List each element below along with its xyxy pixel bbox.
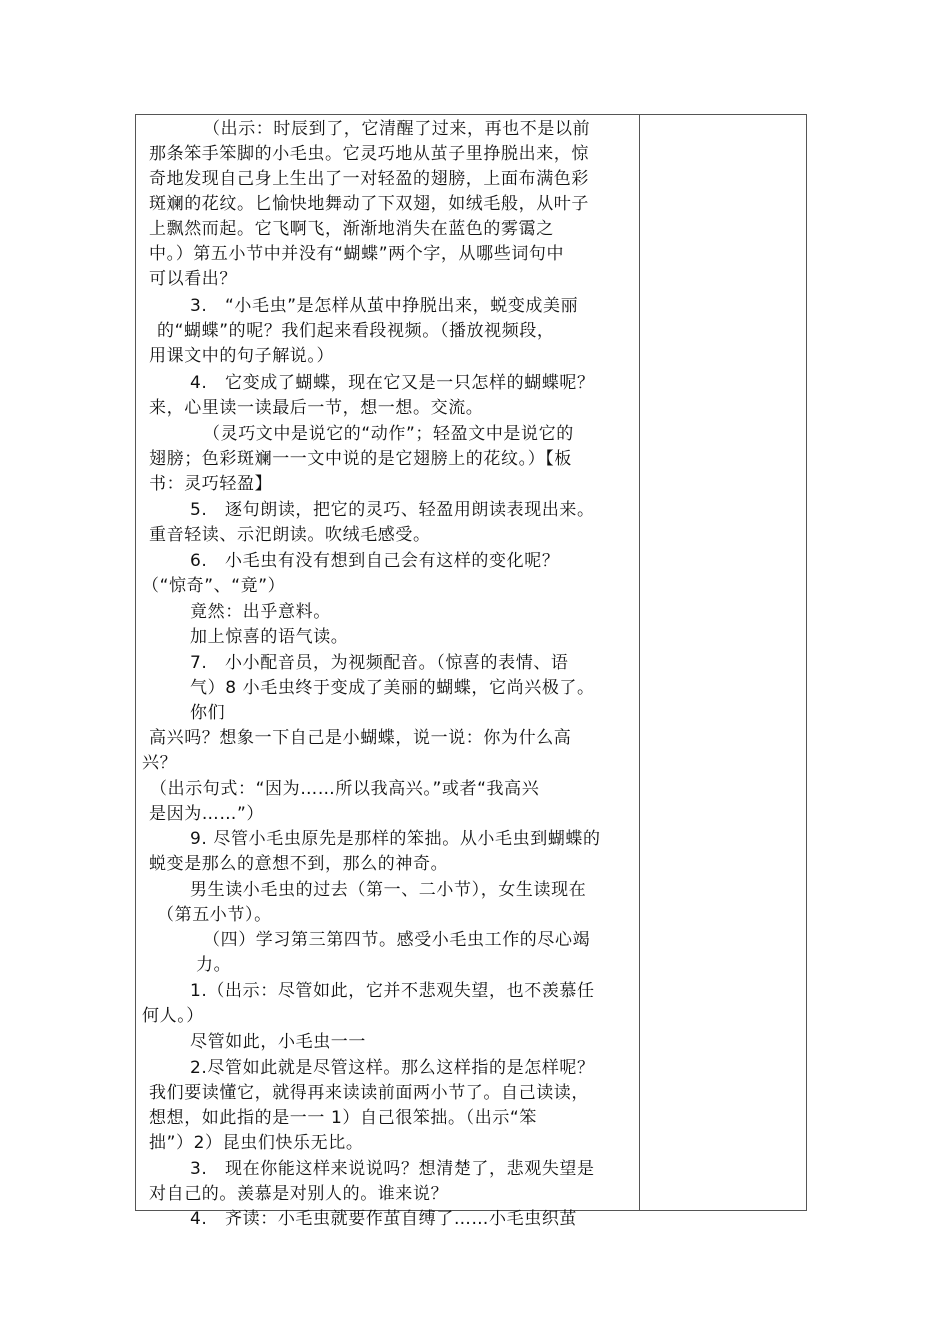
text-line: 中。）第五小节中并没有“蝴蝶”两个字，从哪些词句中 <box>149 244 565 264</box>
text-line: （出示：时辰到了，它清醒了过来，再也不是以前 <box>203 119 591 139</box>
text-line: 斑斓的花纹。匕愉快地舞动了下双翅，如绒毛般，从叶子 <box>149 194 589 214</box>
text-line: 3. 现在你能这样来说说吗？想清楚了，悲观失望是 <box>190 1159 595 1179</box>
text-line: 加上惊喜的语气读。 <box>190 627 349 647</box>
text-line: （第五小节）。 <box>157 905 272 925</box>
text-line: 竟然：出乎意料。 <box>190 602 331 622</box>
notes-cell <box>640 115 806 1210</box>
text-line: 想想，如此指的是一一 1）自己很笨拙。（出示“笨 <box>149 1108 537 1128</box>
text-line: 书：灵巧轻盈】 <box>149 474 273 494</box>
lesson-plan-table <box>135 114 807 1229</box>
text-line: 用课文中的句子解说。） <box>149 346 335 366</box>
text-line: 4. 齐读：小毛虫就要作茧自缚了……小毛虫织茧 <box>190 1209 578 1229</box>
text-line: （四）学习第三第四节。感受小毛虫工作的尽心竭 <box>203 930 591 950</box>
text-line: （灵巧文中是说它的“动作”；轻盈文中是说它的 <box>203 424 574 444</box>
text-line: 7. 小小配音员，为视频配音。（惊喜的表情、语 <box>190 653 569 673</box>
text-line: 重音轻读、示汜朗读。吹绒毛感受。 <box>149 525 431 545</box>
text-line: 何人。） <box>142 1006 204 1026</box>
text-line: 翅膀；色彩斑斓一一文中说的是它翅膀上的花纹。）【板 <box>149 449 572 469</box>
text-line: 上飘然而起。它飞啊飞，渐渐地消失在蓝色的雾霭之 <box>149 219 554 239</box>
text-line: 力。 <box>196 955 232 975</box>
text-line: 那条笨手笨脚的小毛虫。它灵巧地从茧子里挣脱出来，惊 <box>149 144 589 164</box>
text-line: （“惊奇”、“竟”） <box>142 576 286 596</box>
text-line: 的“蝴蝶”的呢？我们起来看段视频。（播放视频段， <box>157 321 555 341</box>
text-line: 4. 它变成了蝴蝶，现在它又是一只怎样的蝴蝶呢？ <box>190 373 595 393</box>
text-line: 我们要读懂它，就得再来读读前面两小节了。自己读读， <box>149 1083 589 1103</box>
text-line: 高兴吗？想象一下自己是小蝴蝶，说一说：你为什么高 <box>149 728 572 748</box>
text-line: 6. 小毛虫有没有想到自己会有这样的变化呢？ <box>190 551 560 571</box>
text-line: 2.尽管如此就是尽管这样。那么这样指的是怎样呢？ <box>190 1058 595 1078</box>
text-line: 男生读小毛虫的过去（第一、二小节），女生读现在 <box>190 880 587 900</box>
text-line: 气）8 小毛虫终于变成了美丽的蝴蝶，它尚兴极了。 <box>190 678 595 698</box>
text-line: 蜕变是那么的意想不到，那么的神奇。 <box>149 854 449 874</box>
text-line: 1.（出示：尽管如此，它并不悲观失望，也不羡慕任 <box>190 981 595 1001</box>
text-line: 9. 尽管小毛虫原先是那样的笨拙。从小毛虫到蝴蝶的 <box>190 829 601 849</box>
text-line: 拙”）2）昆虫们快乐无比。 <box>149 1133 364 1153</box>
text-line: （出示句式：“因为……所以我高兴。”或者“我高兴 <box>150 779 540 799</box>
text-line: 可以看出？ <box>149 269 237 289</box>
text-line: 奇地发现自己身上生出了一对轻盈的翅膀，上面布满色彩 <box>149 169 589 189</box>
text-line: 是因为……”） <box>149 804 265 824</box>
text-line: 3. “小毛虫”是怎样从茧中挣脱出来，蜕变成美丽 <box>190 296 579 316</box>
text-line: 兴？ <box>142 753 178 773</box>
text-line: 尽管如此，小毛虫一一 <box>190 1032 366 1052</box>
text-line: 来，心里读一读最后一节，想一想。交流。 <box>149 398 484 418</box>
text-line: 对自己的。羡慕是对别人的。谁来说？ <box>149 1184 449 1204</box>
text-line: 5. 逐句朗读，把它的灵巧、轻盈用朗读表现出来。 <box>190 500 595 520</box>
text-line: 你们 <box>190 703 226 723</box>
lesson-content-cell <box>136 115 639 1229</box>
